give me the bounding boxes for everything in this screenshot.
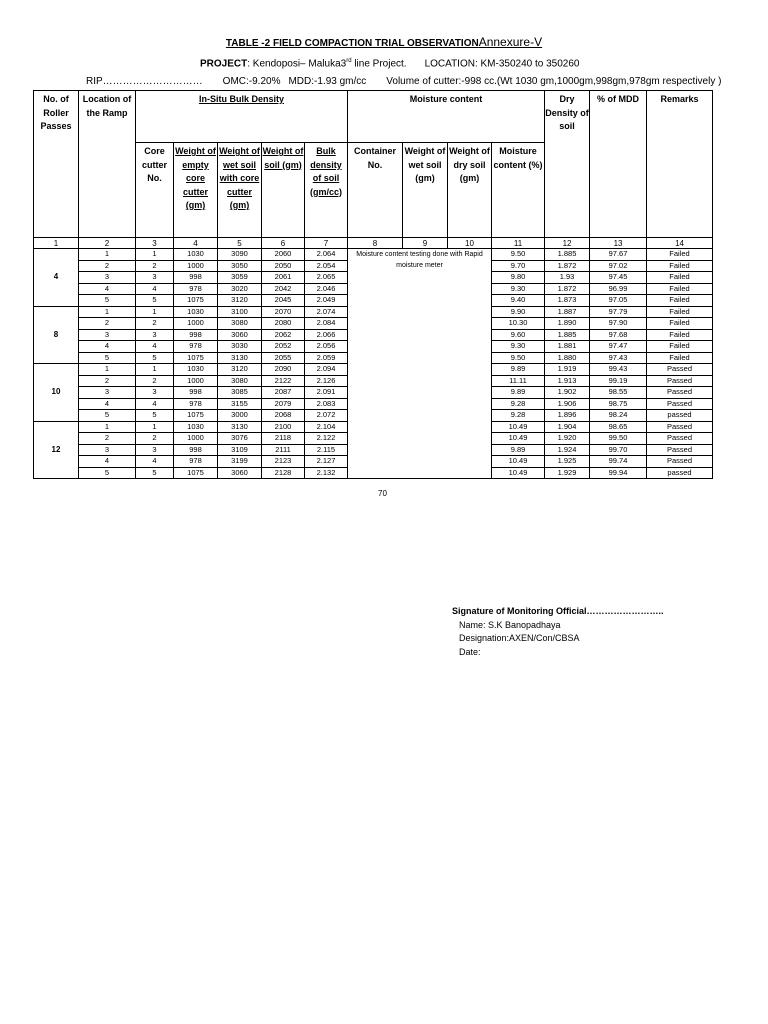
empty-cutter-weight: 1000 xyxy=(174,318,218,330)
ramp-location: 5 xyxy=(79,410,136,422)
moisture-content: 9.89 xyxy=(492,364,545,376)
mdd-percent: 97.45 xyxy=(590,272,647,284)
project-line xyxy=(200,58,579,69)
ramp-location: 1 xyxy=(79,249,136,261)
roller-passes: 8 xyxy=(34,306,79,364)
soil-weight: 2045 xyxy=(262,295,305,307)
soil-weight: 2080 xyxy=(262,318,305,330)
dry-density: 1.904 xyxy=(545,421,590,433)
dry-density: 1.924 xyxy=(545,444,590,456)
signature-line: Signature of Monitoring Official…………………….. xyxy=(452,606,664,616)
header-wt-wet: Weight of wet soil (gm) xyxy=(403,143,448,238)
column-number: 1 xyxy=(34,238,79,249)
ramp-location: 1 xyxy=(79,364,136,376)
mdd-percent: 99.94 xyxy=(590,467,647,479)
dry-density: 1.890 xyxy=(545,318,590,330)
bulk-density: 2.072 xyxy=(305,410,348,422)
params-line xyxy=(86,76,721,87)
dry-density: 1.885 xyxy=(545,249,590,261)
signatory-designation: Designation:AXEN/Con/CBSA xyxy=(459,633,580,643)
dry-density: 1.873 xyxy=(545,295,590,307)
project-name-sup: rd xyxy=(346,58,352,64)
project-name-post: line Project. xyxy=(351,58,407,70)
wet-soil-cutter-weight: 3199 xyxy=(218,456,262,468)
column-number: 13 xyxy=(590,238,647,249)
bulk-density: 2.122 xyxy=(305,433,348,445)
bulk-density: 2.065 xyxy=(305,272,348,284)
column-number: 7 xyxy=(305,238,348,249)
mdd-percent: 97.02 xyxy=(590,260,647,272)
wet-soil-cutter-weight: 3080 xyxy=(218,375,262,387)
wet-soil-cutter-weight: 3155 xyxy=(218,398,262,410)
soil-weight: 2062 xyxy=(262,329,305,341)
column-number: 6 xyxy=(262,238,305,249)
wet-soil-cutter-weight: 3109 xyxy=(218,444,262,456)
core-cutter-no: 1 xyxy=(136,421,174,433)
ramp-location: 5 xyxy=(79,295,136,307)
dry-density: 1.902 xyxy=(545,387,590,399)
core-cutter-no: 2 xyxy=(136,260,174,272)
empty-cutter-weight: 1075 xyxy=(174,467,218,479)
bulk-density: 2.054 xyxy=(305,260,348,272)
header-wt-wet-core: Weight of wet soil with core cutter (gm) xyxy=(219,146,260,210)
bulk-density: 2.074 xyxy=(305,306,348,318)
header-wt-empty: Weight of empty core cutter (gm) xyxy=(175,146,216,210)
bulk-density: 2.049 xyxy=(305,295,348,307)
wet-soil-cutter-weight: 3060 xyxy=(218,329,262,341)
remarks: Passed xyxy=(647,444,713,456)
core-cutter-no: 3 xyxy=(136,387,174,399)
soil-weight: 2087 xyxy=(262,387,305,399)
mdd-value: MDD:-1.93 gm/cc xyxy=(288,76,367,87)
ramp-location: 2 xyxy=(79,375,136,387)
moisture-content: 9.90 xyxy=(492,306,545,318)
roller-passes: 10 xyxy=(34,364,79,422)
moisture-content: 11.11 xyxy=(492,375,545,387)
wet-soil-cutter-weight: 3130 xyxy=(218,421,262,433)
remarks: Passed xyxy=(647,421,713,433)
ramp-location: 3 xyxy=(79,329,136,341)
moisture-content: 9.50 xyxy=(492,249,545,261)
column-number: 4 xyxy=(174,238,218,249)
moisture-content: 10.49 xyxy=(492,467,545,479)
mdd-percent: 98.55 xyxy=(590,387,647,399)
bulk-density: 2.056 xyxy=(305,341,348,353)
remarks: Failed xyxy=(647,283,713,295)
column-number-row xyxy=(34,238,713,249)
core-cutter-no: 3 xyxy=(136,329,174,341)
moisture-content: 9.80 xyxy=(492,272,545,284)
moisture-content: 9.89 xyxy=(492,444,545,456)
bulk-density: 2.094 xyxy=(305,364,348,376)
header-wt-soil: Weight of soil (gm) xyxy=(262,146,304,170)
ramp-location: 4 xyxy=(79,283,136,295)
core-cutter-no: 1 xyxy=(136,306,174,318)
bulk-density: 2.066 xyxy=(305,329,348,341)
column-number: 12 xyxy=(545,238,590,249)
remarks: Passed xyxy=(647,398,713,410)
mdd-percent: 97.67 xyxy=(590,249,647,261)
empty-cutter-weight: 998 xyxy=(174,387,218,399)
ramp-location: 1 xyxy=(79,421,136,433)
ramp-location: 3 xyxy=(79,444,136,456)
mdd-percent: 97.47 xyxy=(590,341,647,353)
signature-date: Date: xyxy=(459,646,481,657)
wet-soil-cutter-weight: 3030 xyxy=(218,341,262,353)
empty-cutter-weight: 1000 xyxy=(174,260,218,272)
remarks: passed xyxy=(647,467,713,479)
column-number: 3 xyxy=(136,238,174,249)
moisture-content: 9.30 xyxy=(492,283,545,295)
mdd-percent: 99.50 xyxy=(590,433,647,445)
dry-density: 1.880 xyxy=(545,352,590,364)
table-row xyxy=(34,249,713,261)
bulk-density: 2.084 xyxy=(305,318,348,330)
wet-soil-cutter-weight: 3120 xyxy=(218,295,262,307)
moisture-content: 9.50 xyxy=(492,352,545,364)
core-cutter-no: 5 xyxy=(136,410,174,422)
ramp-location: 2 xyxy=(79,260,136,272)
empty-cutter-weight: 1000 xyxy=(174,433,218,445)
empty-cutter-weight: 1030 xyxy=(174,249,218,261)
header-remarks: Remarks xyxy=(647,91,713,238)
ramp-location: 5 xyxy=(79,352,136,364)
remarks: passed xyxy=(647,410,713,422)
soil-weight: 2111 xyxy=(262,444,305,456)
dry-density: 1.93 xyxy=(545,272,590,284)
ramp-location: 4 xyxy=(79,398,136,410)
core-cutter-no: 3 xyxy=(136,272,174,284)
moisture-content: 9.60 xyxy=(492,329,545,341)
column-number: 5 xyxy=(218,238,262,249)
empty-cutter-weight: 978 xyxy=(174,456,218,468)
title-main: TABLE -2 FIELD COMPACTION TRIAL OBSERVATION xyxy=(225,38,479,49)
core-cutter-no: 5 xyxy=(136,295,174,307)
moisture-content: 9.89 xyxy=(492,387,545,399)
wet-soil-cutter-weight: 3060 xyxy=(218,467,262,479)
empty-cutter-weight: 998 xyxy=(174,444,218,456)
mdd-percent: 98.75 xyxy=(590,398,647,410)
soil-weight: 2100 xyxy=(262,421,305,433)
table-title xyxy=(0,35,768,49)
wet-soil-cutter-weight: 3120 xyxy=(218,364,262,376)
remarks: Failed xyxy=(647,260,713,272)
remarks: Passed xyxy=(647,364,713,376)
ramp-location: 4 xyxy=(79,341,136,353)
mdd-percent: 97.90 xyxy=(590,318,647,330)
remarks: Failed xyxy=(647,329,713,341)
soil-weight: 2068 xyxy=(262,410,305,422)
header-passes: No. of Roller Passes xyxy=(34,91,79,238)
header-container: Container No. xyxy=(348,143,403,238)
mdd-percent: 99.74 xyxy=(590,456,647,468)
project-label: PROJECT xyxy=(200,58,248,70)
header-moisture-pct: Moisture content (%) xyxy=(492,143,545,238)
header-moisture: Moisture content xyxy=(348,91,545,143)
dry-density: 1.929 xyxy=(545,467,590,479)
empty-cutter-weight: 998 xyxy=(174,329,218,341)
empty-cutter-weight: 1030 xyxy=(174,306,218,318)
mdd-percent: 98.24 xyxy=(590,410,647,422)
dry-density: 1.920 xyxy=(545,433,590,445)
soil-weight: 2079 xyxy=(262,398,305,410)
core-cutter-no: 4 xyxy=(136,398,174,410)
header-bulk-density: Bulk density of soil (gm/cc) xyxy=(309,146,342,197)
remarks: Failed xyxy=(647,249,713,261)
remarks: Passed xyxy=(647,387,713,399)
soil-weight: 2052 xyxy=(262,341,305,353)
dry-density: 1.872 xyxy=(545,260,590,272)
ramp-location: 2 xyxy=(79,318,136,330)
soil-weight: 2070 xyxy=(262,306,305,318)
core-cutter-no: 4 xyxy=(136,341,174,353)
empty-cutter-weight: 1075 xyxy=(174,352,218,364)
signature-block xyxy=(452,605,664,659)
column-number: 14 xyxy=(647,238,713,249)
remarks: Failed xyxy=(647,272,713,284)
remarks: Failed xyxy=(647,341,713,353)
signatory-name: Name: S.K Banopadhaya xyxy=(459,619,561,630)
empty-cutter-weight: 978 xyxy=(174,283,218,295)
soil-weight: 2042 xyxy=(262,283,305,295)
dry-density: 1.885 xyxy=(545,329,590,341)
empty-cutter-weight: 1075 xyxy=(174,295,218,307)
empty-cutter-weight: 1030 xyxy=(174,421,218,433)
moisture-content: 9.40 xyxy=(492,295,545,307)
core-cutter-no: 1 xyxy=(136,249,174,261)
ramp-location: 2 xyxy=(79,433,136,445)
roller-passes: 4 xyxy=(34,249,79,307)
ramp-location: 1 xyxy=(79,306,136,318)
wet-soil-cutter-weight: 3080 xyxy=(218,318,262,330)
soil-weight: 2122 xyxy=(262,375,305,387)
soil-weight: 2090 xyxy=(262,364,305,376)
cutter-volume: Volume of cutter:-998 cc.(Wt 1030 gm,1000gm,998gm,978gm respectively ) xyxy=(386,76,722,87)
remarks: Failed xyxy=(647,318,713,330)
header-location: Location of the Ramp xyxy=(79,91,136,238)
header-wt-dry: Weight of dry soil (gm) xyxy=(448,143,492,238)
remarks: Failed xyxy=(647,295,713,307)
moisture-content: 9.70 xyxy=(492,260,545,272)
dry-density: 1.896 xyxy=(545,410,590,422)
soil-weight: 2061 xyxy=(262,272,305,284)
dry-density: 1.925 xyxy=(545,456,590,468)
header-insitu: In-Situ Bulk Density xyxy=(198,94,284,104)
dry-density: 1.872 xyxy=(545,283,590,295)
soil-weight: 2055 xyxy=(262,352,305,364)
dry-density: 1.919 xyxy=(545,364,590,376)
mdd-percent: 97.05 xyxy=(590,295,647,307)
bulk-density: 2.083 xyxy=(305,398,348,410)
wet-soil-cutter-weight: 3000 xyxy=(218,410,262,422)
wet-soil-cutter-weight: 3059 xyxy=(218,272,262,284)
core-cutter-no: 4 xyxy=(136,456,174,468)
moisture-content: 9.28 xyxy=(492,410,545,422)
mdd-percent: 97.68 xyxy=(590,329,647,341)
header-mdd-pct: % of MDD xyxy=(590,91,647,238)
dry-density: 1.881 xyxy=(545,341,590,353)
mdd-percent: 99.43 xyxy=(590,364,647,376)
column-number: 11 xyxy=(492,238,545,249)
empty-cutter-weight: 998 xyxy=(174,272,218,284)
core-cutter-no: 3 xyxy=(136,444,174,456)
header-dry-density: Dry Density of soil xyxy=(545,91,590,238)
bulk-density: 2.132 xyxy=(305,467,348,479)
empty-cutter-weight: 1030 xyxy=(174,364,218,376)
column-number: 10 xyxy=(448,238,492,249)
mdd-percent: 97.79 xyxy=(590,306,647,318)
wet-soil-cutter-weight: 3090 xyxy=(218,249,262,261)
omc-value: OMC:-9.20% xyxy=(222,76,281,87)
wet-soil-cutter-weight: 3130 xyxy=(218,352,262,364)
remarks: Failed xyxy=(647,306,713,318)
observation-table xyxy=(33,90,713,479)
core-cutter-no: 2 xyxy=(136,318,174,330)
dry-density: 1.887 xyxy=(545,306,590,318)
roller-passes: 12 xyxy=(34,421,79,479)
core-cutter-no: 5 xyxy=(136,467,174,479)
moisture-content: 9.28 xyxy=(492,398,545,410)
empty-cutter-weight: 978 xyxy=(174,398,218,410)
empty-cutter-weight: 1075 xyxy=(174,410,218,422)
core-cutter-no: 2 xyxy=(136,375,174,387)
mdd-percent: 97.43 xyxy=(590,352,647,364)
core-cutter-no: 1 xyxy=(136,364,174,376)
remarks: Passed xyxy=(647,433,713,445)
column-number: 8 xyxy=(348,238,403,249)
mdd-percent: 96.99 xyxy=(590,283,647,295)
ramp-location: 3 xyxy=(79,272,136,284)
project-location: LOCATION: KM-350240 to 350260 xyxy=(424,58,580,70)
project-name: : Kendoposi– Maluka3 xyxy=(247,58,347,70)
annexure-label: Annexure-V xyxy=(478,35,543,49)
moisture-content: 9.30 xyxy=(492,341,545,353)
wet-soil-cutter-weight: 3020 xyxy=(218,283,262,295)
column-number: 9 xyxy=(403,238,448,249)
dry-density: 1.906 xyxy=(545,398,590,410)
core-cutter-no: 4 xyxy=(136,283,174,295)
bulk-density: 2.046 xyxy=(305,283,348,295)
ramp-location: 5 xyxy=(79,467,136,479)
wet-soil-cutter-weight: 3085 xyxy=(218,387,262,399)
mdd-percent: 98.65 xyxy=(590,421,647,433)
ramp-location: 4 xyxy=(79,456,136,468)
core-cutter-no: 5 xyxy=(136,352,174,364)
column-number: 2 xyxy=(79,238,136,249)
soil-weight: 2118 xyxy=(262,433,305,445)
bulk-density: 2.126 xyxy=(305,375,348,387)
mdd-percent: 99.19 xyxy=(590,375,647,387)
bulk-density: 2.064 xyxy=(305,249,348,261)
core-cutter-no: 2 xyxy=(136,433,174,445)
remarks: Passed xyxy=(647,456,713,468)
soil-weight: 2123 xyxy=(262,456,305,468)
remarks: Failed xyxy=(647,352,713,364)
bulk-density: 2.059 xyxy=(305,352,348,364)
bulk-density: 2.104 xyxy=(305,421,348,433)
soil-weight: 2050 xyxy=(262,260,305,272)
bulk-density: 2.115 xyxy=(305,444,348,456)
soil-weight: 2128 xyxy=(262,467,305,479)
mdd-percent: 99.70 xyxy=(590,444,647,456)
rip-field: RIP………………………… xyxy=(86,76,203,87)
soil-weight: 2060 xyxy=(262,249,305,261)
bulk-density: 2.127 xyxy=(305,456,348,468)
moisture-content: 10.49 xyxy=(492,433,545,445)
wet-soil-cutter-weight: 3076 xyxy=(218,433,262,445)
wet-soil-cutter-weight: 3100 xyxy=(218,306,262,318)
wet-soil-cutter-weight: 3050 xyxy=(218,260,262,272)
moisture-content: 10.49 xyxy=(492,421,545,433)
moisture-content: 10.49 xyxy=(492,456,545,468)
bulk-density: 2.091 xyxy=(305,387,348,399)
moisture-method-note: Moisture content testing done with Rapid moisture meter xyxy=(348,249,492,479)
moisture-content: 10.30 xyxy=(492,318,545,330)
dry-density: 1.913 xyxy=(545,375,590,387)
empty-cutter-weight: 978 xyxy=(174,341,218,353)
header-core-cutter: Core cutter No. xyxy=(136,143,174,238)
ramp-location: 3 xyxy=(79,387,136,399)
page-number: 70 xyxy=(378,489,387,498)
remarks: Passed xyxy=(647,375,713,387)
empty-cutter-weight: 1000 xyxy=(174,375,218,387)
